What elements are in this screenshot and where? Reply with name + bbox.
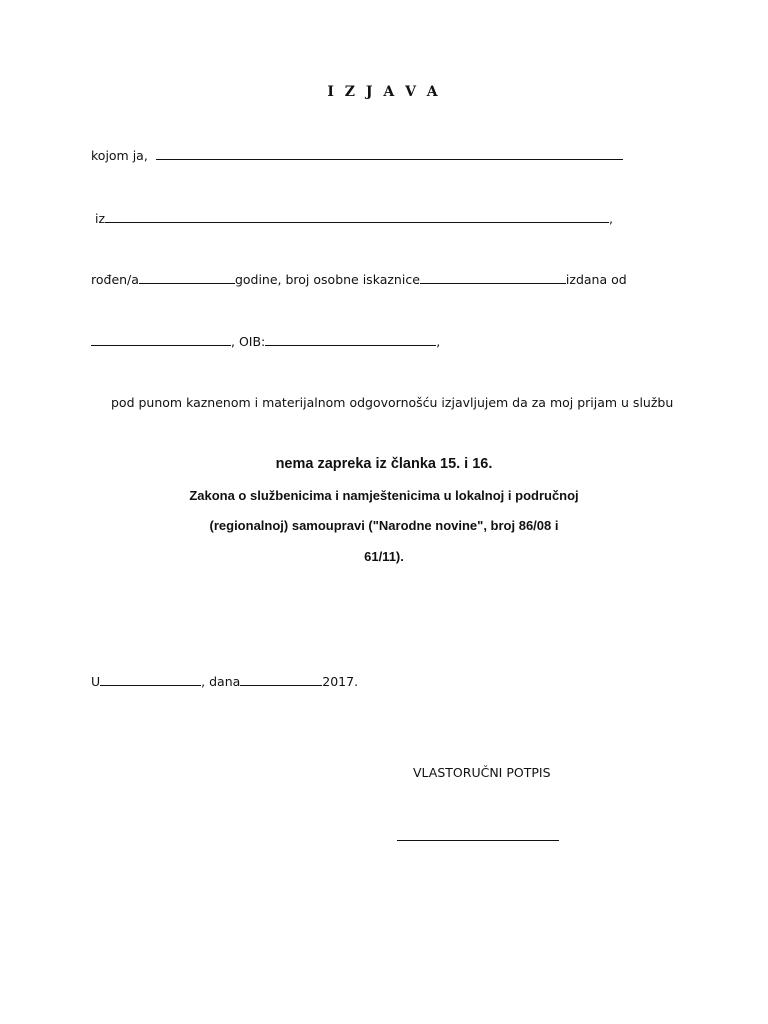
year-label: 2017.: [322, 674, 359, 689]
birth-date-blank[interactable]: [139, 271, 235, 284]
id-card-blank[interactable]: [420, 271, 566, 284]
oib-blank[interactable]: [265, 333, 436, 346]
id-card-label: godine, broj osobne iskaznice: [234, 272, 420, 287]
document-title: I Z J A V A: [327, 84, 441, 100]
residence-blank[interactable]: [105, 210, 609, 223]
issuer-oib-line: [91, 333, 440, 350]
residence-label: iz: [95, 211, 106, 226]
issuer-blank[interactable]: [91, 333, 231, 346]
name-blank[interactable]: [156, 147, 623, 160]
name-line: [91, 147, 623, 164]
date-blank[interactable]: [240, 673, 322, 686]
date-label: , dana: [201, 674, 241, 689]
oib-suffix: ,: [436, 334, 441, 349]
signature-line[interactable]: [397, 840, 559, 841]
residence-line: [95, 210, 613, 227]
birth-id-line: [91, 271, 627, 288]
place-date-line: [91, 673, 358, 690]
name-label: kojom ja,: [91, 148, 148, 163]
declaration-line-4: 61/11).: [364, 549, 404, 564]
place-label: U: [91, 674, 101, 689]
born-label: rođen/a: [91, 272, 139, 287]
statement-text: pod punom kaznenom i materijalnom odgovornošću izjavljujem da za moj prijam u službu: [111, 395, 674, 410]
declaration-line-2: Zakona o službenicima i namještenicima u lokalnoj i područnoj: [189, 488, 579, 503]
residence-suffix: ,: [609, 211, 614, 226]
signature-label: VLASTORUČNI POTPIS: [413, 765, 551, 780]
declaration-line-1: nema zapreka iz članka 15. i 16.: [275, 456, 493, 472]
place-blank[interactable]: [100, 673, 201, 686]
oib-label: , OIB:: [231, 334, 266, 349]
declaration-line-3: (regionalnoj) samoupravi ("Narodne novine", broj 86/08 i: [209, 518, 559, 533]
issued-by-label: izdana od: [565, 272, 627, 287]
